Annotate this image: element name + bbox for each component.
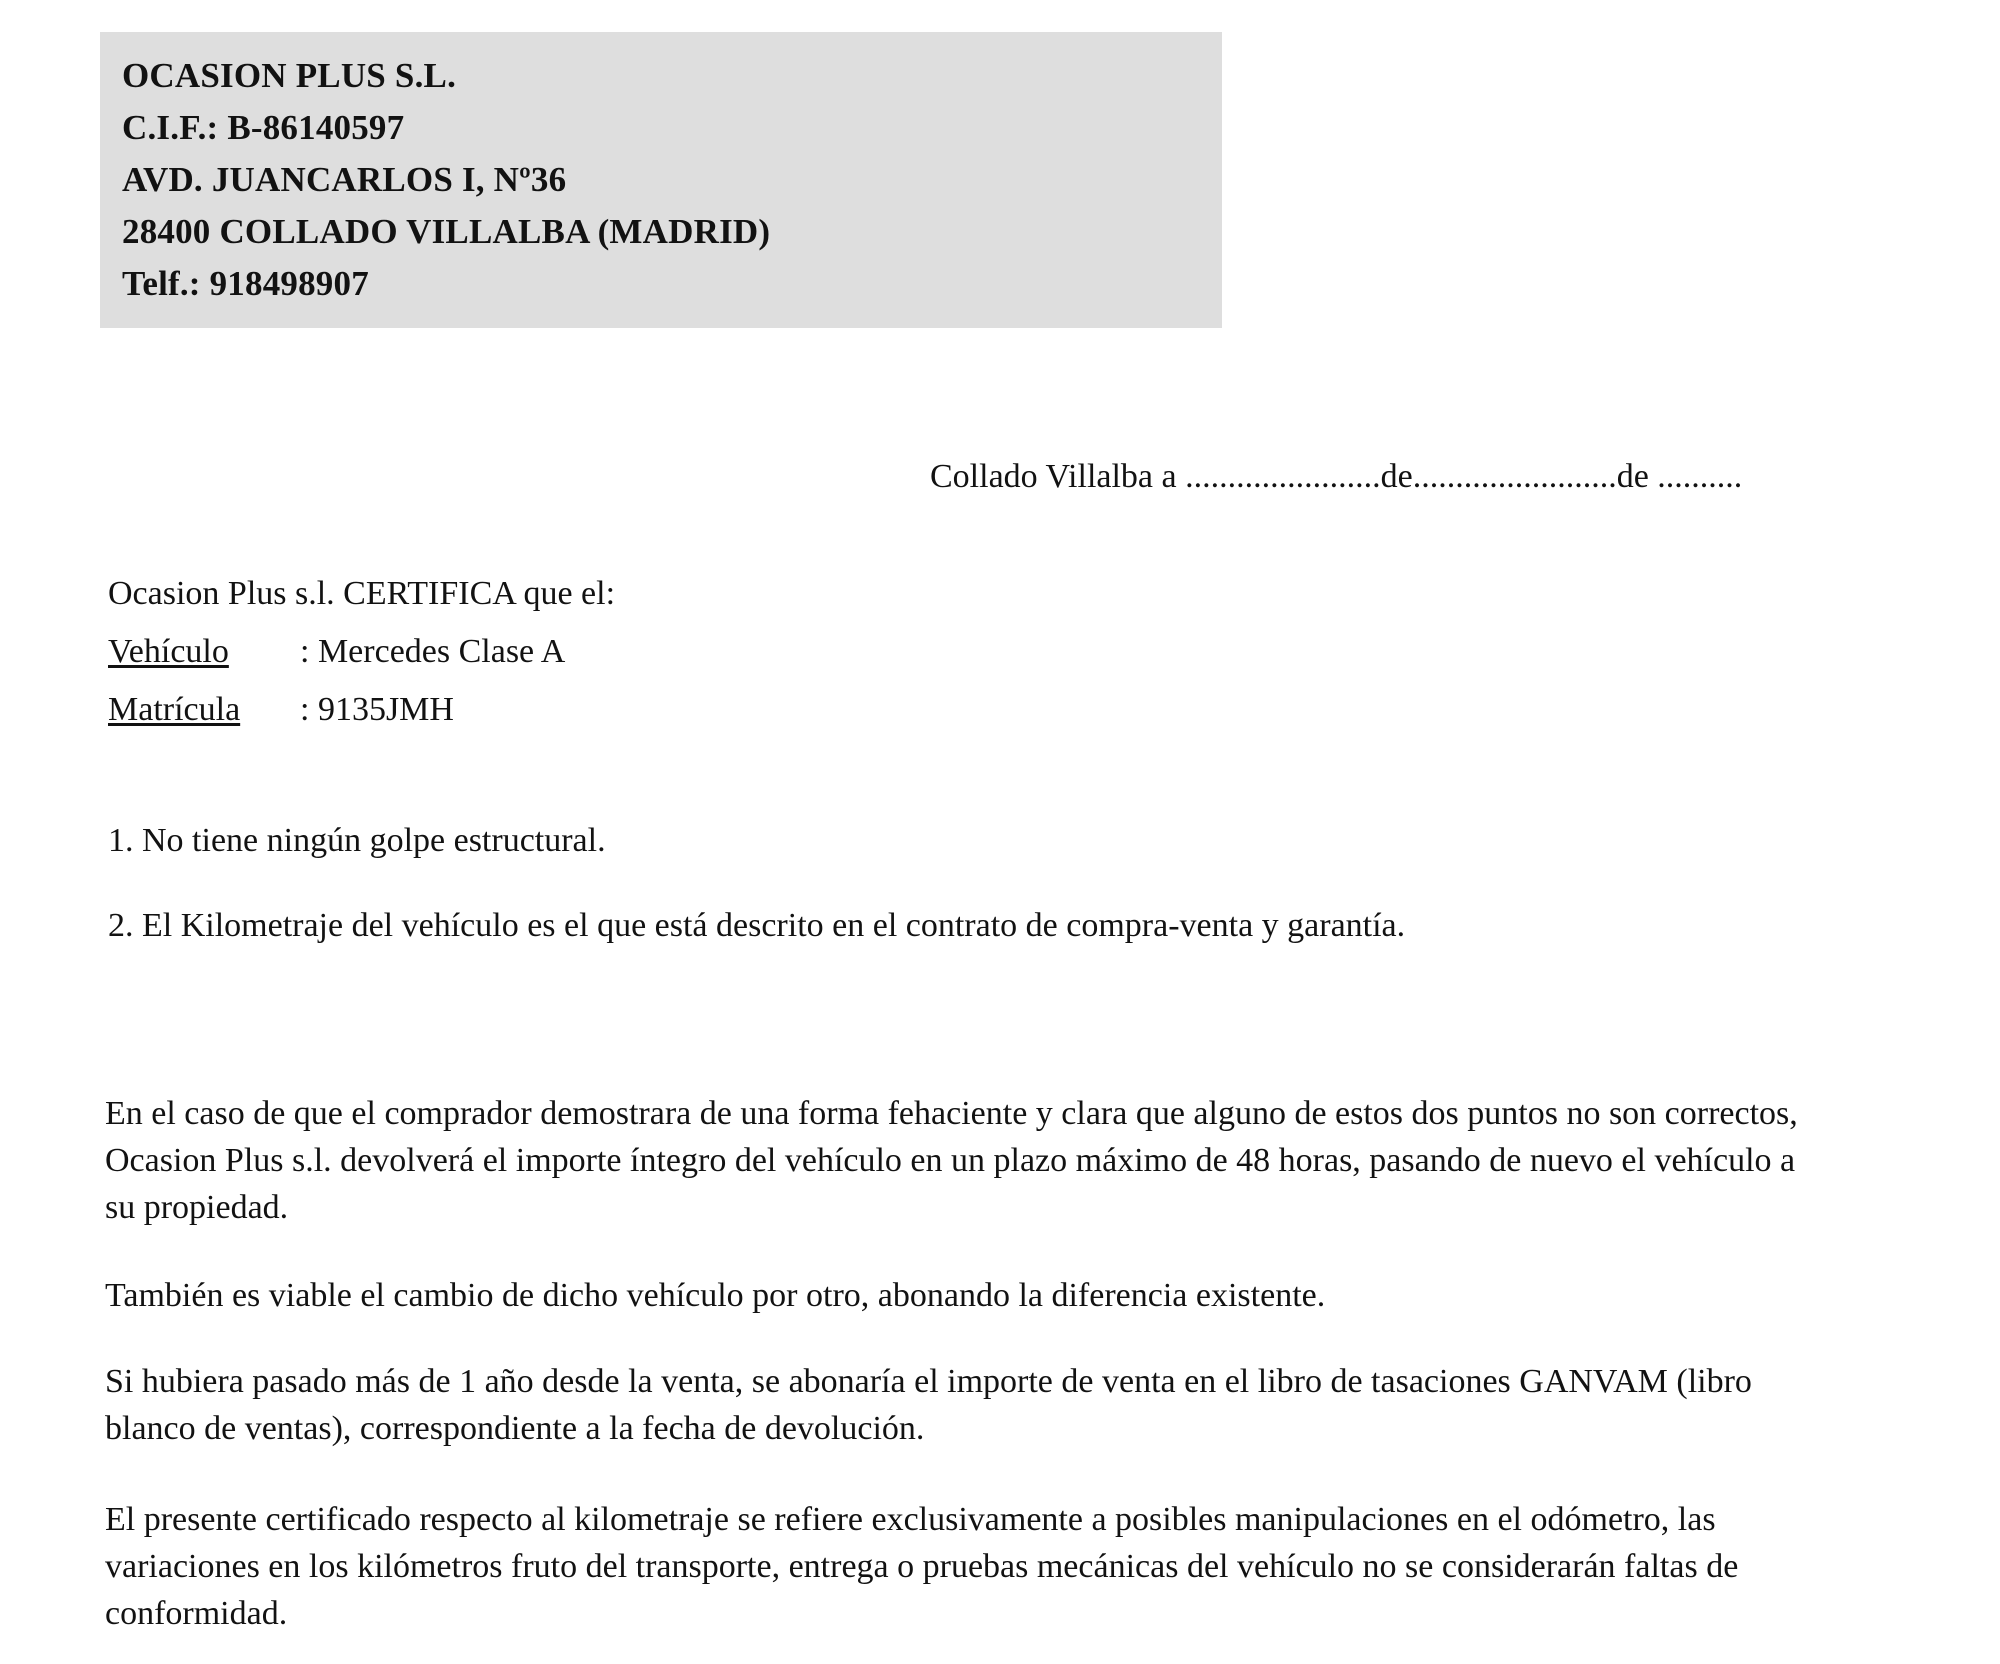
certification-intro: Ocasion Plus s.l. CERTIFICA que el: xyxy=(108,575,616,612)
letterhead-block xyxy=(100,32,1222,328)
company-tax-id: C.I.F.: B-86140597 xyxy=(122,108,405,147)
vehicle-value: Mercedes Clase A xyxy=(317,633,566,670)
vehicle-field xyxy=(108,623,615,681)
date-line: Collado Villalba a .......................de........................de .......... xyxy=(930,458,1743,495)
company-street: AVD. JUANCARLOS I, Nº36 xyxy=(122,160,567,199)
paragraph-exchange-option: También es viable el cambio de dicho vehículo por otro, abonando la diferencia existente. xyxy=(105,1277,1326,1314)
certification-block xyxy=(108,565,615,739)
paragraph-refund-terms: En el caso de que el comprador demostrara de una forma fehaciente y clara que alguno de estos dos puntos no son correctos, Ocasion Plus s.l. devolverá el importe íntegro del vehículo en un plazo máximo de 48 horas, pasando de nuevo el vehículo a su propiedad. xyxy=(105,1095,1798,1226)
vehicle-label: Vehículo xyxy=(108,633,229,670)
plate-separator: : xyxy=(300,691,318,728)
plate-label: Matrícula xyxy=(108,691,241,728)
plate-field xyxy=(108,681,615,739)
paragraph-after-one-year: Si hubiera pasado más de 1 año desde la venta, se abonaría el importe de venta en el libro de tasaciones GANVAM (libro blanco de ventas), correspondiente a la fecha de devolución. xyxy=(105,1363,1752,1447)
certified-point-1: 1. No tiene ningún golpe estructural. xyxy=(108,822,606,859)
company-city: 28400 COLLADO VILLALBA (MADRID) xyxy=(122,212,771,251)
company-name: OCASION PLUS S.L. xyxy=(122,56,457,95)
vehicle-separator: : xyxy=(300,633,318,670)
company-phone: Telf.: 918498907 xyxy=(122,264,369,303)
certified-point-2: 2. El Kilometraje del vehículo es el que está descrito en el contrato de compra-venta y garantía. xyxy=(108,907,1406,944)
paragraph-mileage-scope: El presente certificado respecto al kilometraje se refiere exclusivamente a posibles manipulaciones en el odómetro, las variaciones en los kilómetros fruto del transporte, entrega o pruebas mecánicas del vehículo no se considerarán faltas de conformidad. xyxy=(105,1501,1739,1632)
plate-value: 9135JMH xyxy=(317,691,454,728)
